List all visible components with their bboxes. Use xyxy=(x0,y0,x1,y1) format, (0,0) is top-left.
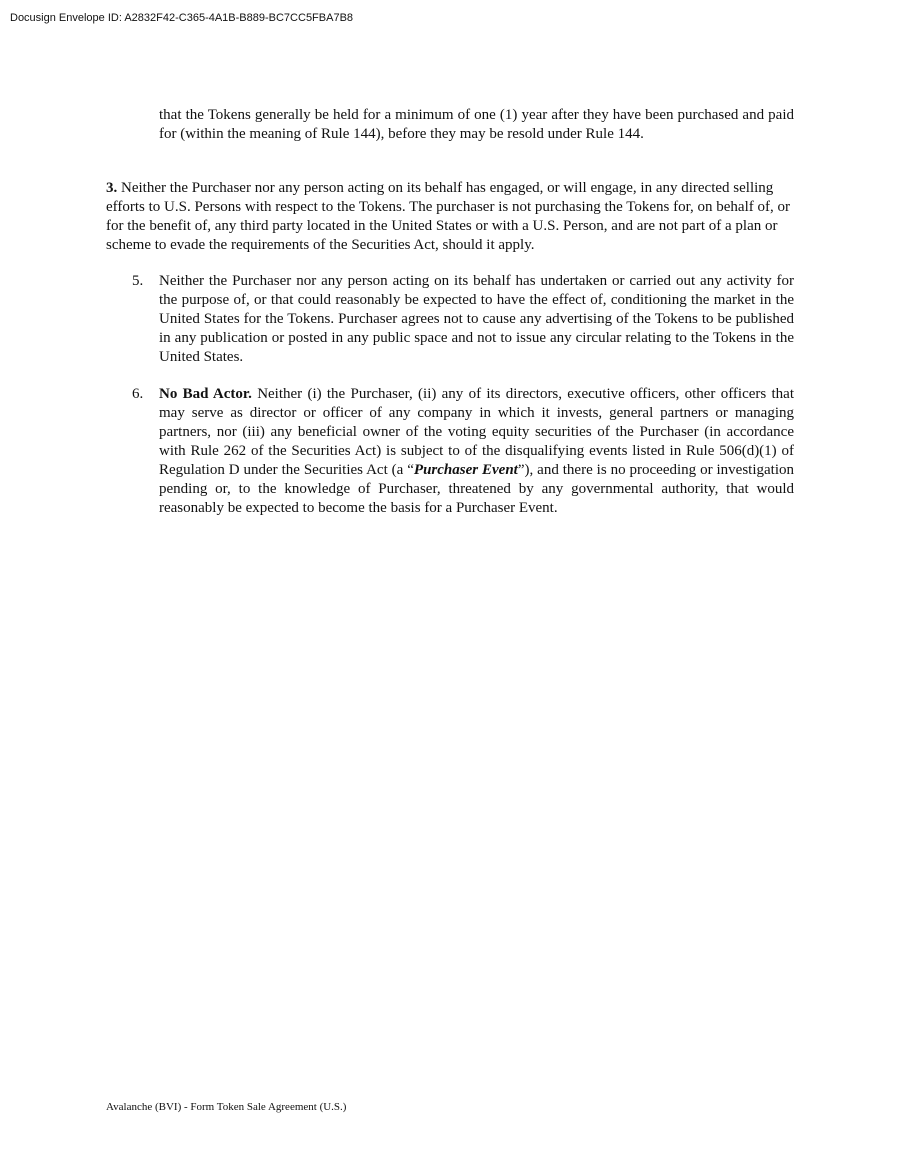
section-6-heading: No Bad Actor. xyxy=(159,386,252,402)
section-3-paragraph xyxy=(106,179,794,255)
defined-term-purchaser-event: Purchaser Event xyxy=(413,462,518,478)
section-6-text-after: ”), and there is no proceeding or investigation pending or, to the knowledge of Purchaser, threatened by any governmental authority, that would reasonably be expected to become the basis for a Purchaser Event. xyxy=(159,462,794,516)
section-3-text: Neither the Purchaser nor any person acting on its behalf has engaged, or will engage, in any directed selling efforts to U.S. Persons with respect to the Tokens. The purchaser is not purchasing the Tokens for, on behalf of, or for the benefit of, any third party located in the United States or with a U.S. Person, and are not part of a plan or scheme to evade the requirements of the Securities Act, should it apply. xyxy=(106,180,790,253)
section-5-number: 5. xyxy=(132,273,144,289)
section-6-number: 6. xyxy=(132,386,144,402)
docusign-envelope-id: Docusign Envelope ID: A2832F42-C365-4A1B-B889-BC7CC5FBA7B8 xyxy=(10,12,354,24)
section-6-text-before: Neither (i) the Purchaser, (ii) any of its directors, executive officers, other officers that may serve as director or officer of any company in which it invests, general partners or managing partners, nor (iii) any beneficial owner of the voting equity securities of the Purchaser (in accordance with Rule 262 of the Securities Act) is subject to of the disqualifying events listed in Rule 506(d)(1) of Regulation D under the Securities Act (a “ xyxy=(159,386,794,478)
section-6-text xyxy=(159,385,794,518)
section-5-text: Neither the Purchaser nor any person acting on its behalf has undertaken or carried out any activity for the purpose of, or that could reasonably be expected to have the effect of, conditioning the market in the United States for the Tokens. Purchaser agrees not to cause any advertising of the Tokens to be published in any publication or posted in any public space and not to issue any circular relating to the Tokens in the United States. xyxy=(159,273,794,365)
continuation-paragraph: that the Tokens generally be held for a minimum of one (1) year after they have been purchased and paid for (within the meaning of Rule 144), before they may be resold under Rule 144. xyxy=(159,107,794,142)
page-footer: Avalanche (BVI) - Form Token Sale Agreement (U.S.) xyxy=(106,1101,347,1113)
section-3-number: 3. xyxy=(106,180,118,196)
